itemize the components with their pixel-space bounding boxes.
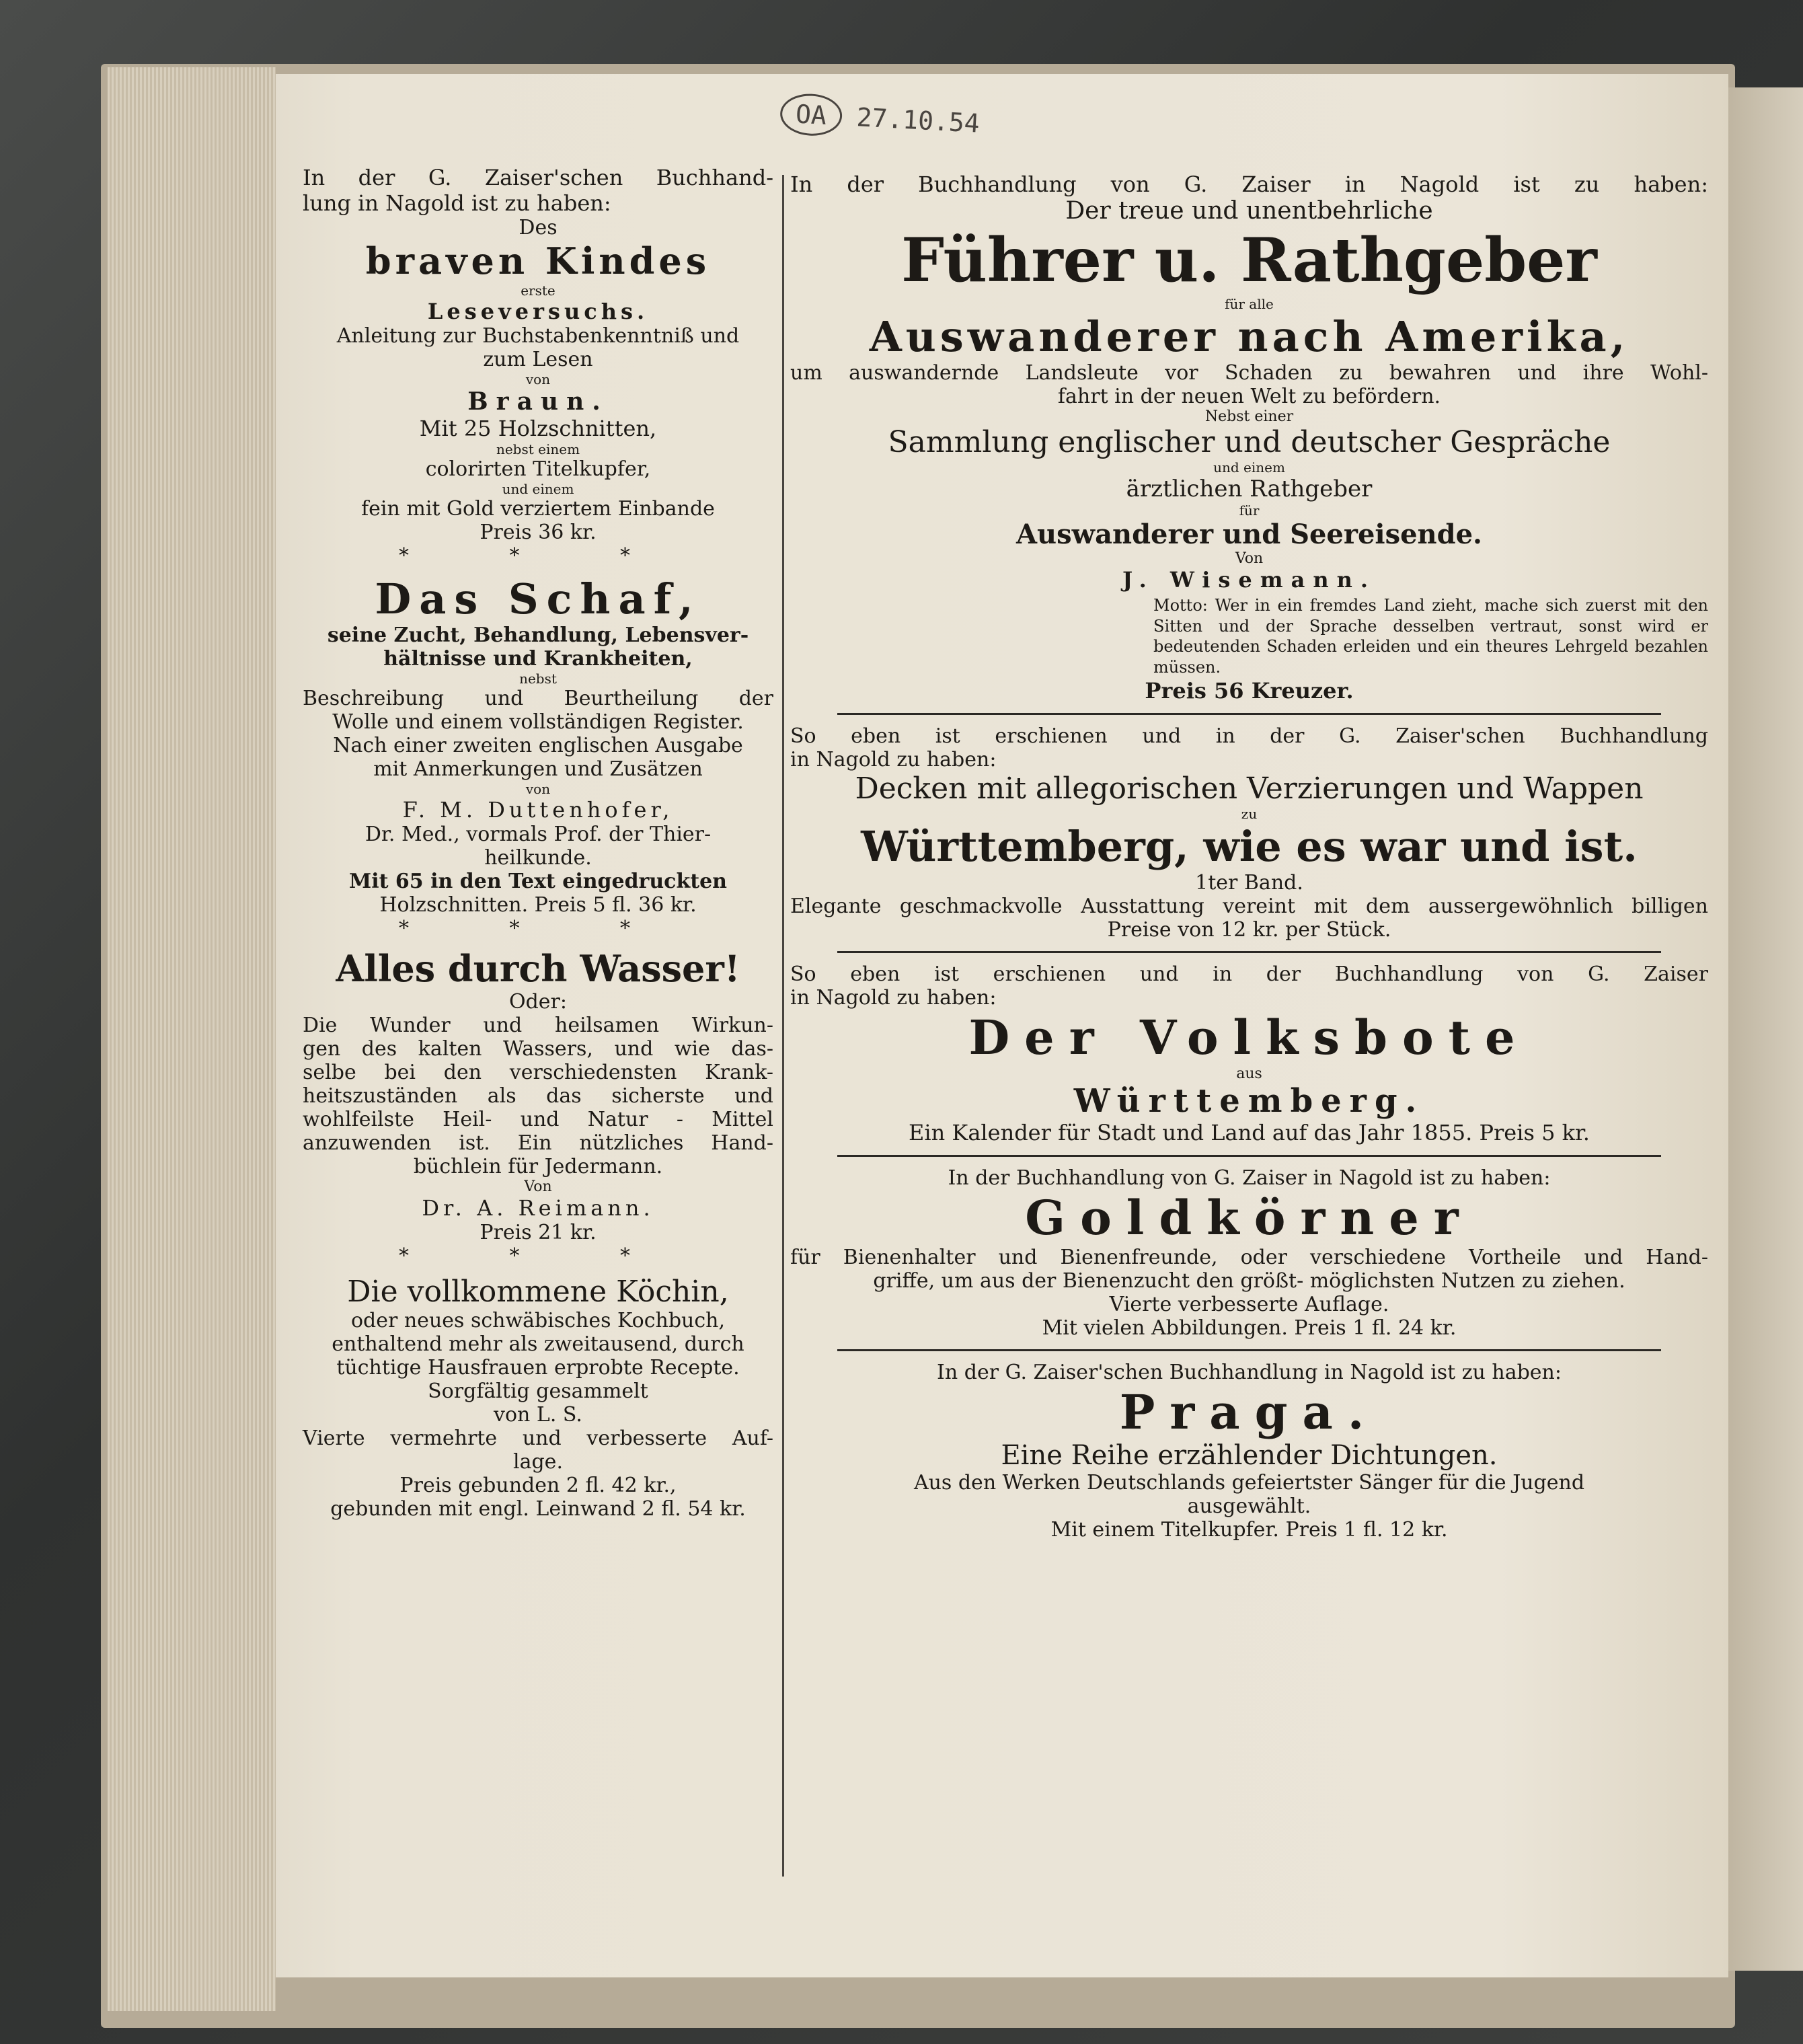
right-column <box>790 172 1708 1542</box>
ad-text: anzuwenden ist. Ein nützliches Hand- <box>303 1131 773 1155</box>
ad-title: Der Volksbote <box>968 1009 1530 1065</box>
horizontal-rule <box>837 713 1661 715</box>
ad-intro: in Nagold zu haben: <box>790 747 997 771</box>
ad-price: Mit einem Titelkupfer. Preis 1 fl. 12 kr. <box>1050 1517 1448 1542</box>
ad-text: fein mit Gold verziertem Einbande <box>361 497 715 521</box>
ad-text: 1ter Band. <box>1195 870 1303 895</box>
ad-text: für alle <box>1225 296 1274 312</box>
next-page-edge <box>1728 87 1803 1971</box>
ad-praga <box>790 1361 1708 1542</box>
star-separator: * * * <box>398 917 678 940</box>
ad-das-schaf <box>303 574 773 940</box>
ad-text: von <box>525 371 551 387</box>
ad-text: Nebst einer <box>1204 408 1294 425</box>
left-column <box>303 165 773 1521</box>
ad-price: Preis 21 kr. <box>479 1221 597 1244</box>
ad-text: Beschreibung und Beurtheilung der <box>303 687 773 710</box>
ad-volksbote <box>790 962 1708 1145</box>
ad-text: Mit 65 in den Text eingedruckten <box>349 870 727 893</box>
ad-intro: So eben ist erschienen und in der Buchhandlung von G. Zaiser <box>790 962 1708 986</box>
ad-price: gebunden mit engl. Leinwand 2 fl. 54 kr. <box>330 1497 746 1521</box>
ad-text: enthaltend mehr als zweitausend, durch <box>332 1332 744 1356</box>
horizontal-rule <box>837 1155 1661 1157</box>
star-separator: * * * <box>398 544 678 568</box>
ad-text: Nach einer zweiten englischen Ausgabe <box>333 734 743 757</box>
ad-title: Goldkörner <box>1025 1189 1473 1246</box>
ad-text: seine Zucht, Behandlung, Lebensver- <box>327 623 749 647</box>
ad-price: Holzschnitten. Preis 5 fl. 36 kr. <box>379 893 697 917</box>
ad-subtitle: Eine Reihe erzählender Dichtungen. <box>1001 1439 1498 1471</box>
ad-text: wohlfeilste Heil- und Natur - Mittel <box>303 1108 773 1131</box>
ad-text: zu <box>1241 805 1258 822</box>
star-separator: * * * <box>398 1244 678 1268</box>
handwritten-circled-mark: OA <box>779 92 843 137</box>
ad-author: Dr. A. Reimann. <box>422 1195 654 1221</box>
ad-text: fahrt in der neuen Welt zu befördern. <box>1057 385 1441 408</box>
ad-price: Preis gebunden 2 fl. 42 kr., <box>399 1474 677 1497</box>
ad-title: Praga. <box>1119 1384 1379 1440</box>
ad-text: Dr. Med., vormals Prof. der Thier- <box>365 823 712 846</box>
ad-text: Mit 25 Holzschnitten, <box>419 416 657 441</box>
ad-text: Der treue und unentbehrliche <box>1065 197 1433 225</box>
ad-intro: In der G. Zaiser'schen Buchhand- <box>303 165 773 190</box>
ad-title: Württemberg, wie es war und ist. <box>861 821 1638 871</box>
ad-title: Alles durch Wasser! <box>336 947 740 990</box>
ad-text: nebst einem <box>496 441 580 457</box>
ad-goldkoerner <box>790 1166 1708 1340</box>
ad-intro: in Nagold zu haben: <box>790 985 997 1010</box>
ad-title: Das Schaf, <box>375 574 701 623</box>
ad-subtitle: Auswanderer und Seereisende. <box>1016 519 1482 550</box>
ad-intro: lung in Nagold ist zu haben: <box>303 190 611 216</box>
horizontal-rule <box>837 1349 1661 1351</box>
ad-text: zum Lesen <box>483 348 593 371</box>
ad-text: Wolle und einem vollständigen Register. <box>332 710 744 734</box>
ad-text: ausgewählt. <box>1187 1494 1311 1518</box>
ad-text: um auswandernde Landsleute vor Schaden zu bewahren und ihre Wohl- <box>790 361 1708 385</box>
ad-price: Preis 56 Kreuzer. <box>1145 677 1354 704</box>
ad-text: Vierte verbesserte Auflage. <box>1109 1292 1389 1316</box>
ad-text: Vierte vermehrte und verbesserte Auf- <box>303 1427 773 1450</box>
ad-price: Ein Kalender für Stadt und Land auf das Jahr 1855. Preis 5 kr. <box>909 1119 1590 1145</box>
ad-braven-kindes <box>303 165 773 568</box>
ad-text: und einem <box>1213 459 1285 476</box>
ad-text: heilkunde. <box>484 846 592 870</box>
ad-text: lage. <box>513 1450 563 1474</box>
ad-text: Aus den Werken Deutschlands gefeiertster Sänger für die Jugend <box>913 1470 1585 1494</box>
ad-subtitle: Sammlung englischer und deutscher Gespräche <box>888 425 1611 459</box>
ad-text: und einem <box>502 481 574 497</box>
ad-text: Oder: <box>508 990 567 1014</box>
ad-text: aus <box>1236 1065 1262 1082</box>
ad-author: J. Wisemann. <box>1122 567 1377 593</box>
ad-text: Von <box>524 1178 552 1195</box>
horizontal-rule <box>837 951 1661 953</box>
ad-title: Decken mit allegorischen Verzierungen und Wappen <box>855 771 1644 806</box>
ad-motto: Motto: Wer in ein fremdes Land zieht, mache sich zuerst mit den Sitten und der Sprache desselben vertraut, sonst wird er bedeutenden Schaden erleiden und ein theures Lehrgeld bezahlen müssen. <box>1153 596 1708 677</box>
ad-text: Des <box>519 216 558 239</box>
ad-text: Anleitung zur Buchstabenkenntniß und <box>336 324 740 348</box>
ad-title: Führer u. Rathgeber <box>901 225 1597 296</box>
ad-text: hältnisse und Krankheiten, <box>383 647 693 671</box>
ad-price: Mit vielen Abbildungen. Preis 1 fl. 24 kr. <box>1042 1316 1457 1340</box>
ad-intro: In der G. Zaiser'schen Buchhandlung in Nagold ist zu haben: <box>937 1360 1562 1384</box>
ad-text: tüchtige Hausfrauen erprobte Recepte. <box>336 1356 740 1379</box>
ad-text: oder neues schwäbisches Kochbuch, <box>350 1309 726 1332</box>
ad-price: Preis 36 kr. <box>479 521 597 544</box>
ad-intro: So eben ist erschienen und in der G. Zaiser'schen Buchhandlung <box>790 724 1708 748</box>
ad-alles-durch-wasser <box>303 947 773 1268</box>
ad-fuehrer-rathgeber <box>790 172 1708 704</box>
ad-text: erste <box>521 282 555 299</box>
ad-text: von <box>525 781 551 797</box>
ad-author: Braun. <box>467 387 609 416</box>
ad-decken-wuerttemberg <box>790 724 1708 942</box>
ad-vollkommene-koechin <box>303 1275 773 1521</box>
ad-intro: In der Buchhandlung von G. Zaiser in Nagold ist zu haben: <box>948 1166 1551 1190</box>
ad-text: Von <box>1235 550 1264 567</box>
ad-text: gen des kalten Wassers, und wie das- <box>303 1037 773 1061</box>
ad-text: Sorgfältig gesammelt <box>428 1379 648 1403</box>
column-divider <box>782 175 784 1877</box>
ad-author: F. M. Duttenhofer, <box>402 797 674 823</box>
ad-subtitle: Auswanderer nach Amerika, <box>869 312 1629 361</box>
ad-text: griffe, um aus der Bienenzucht den größt- möglichsten Nutzen zu ziehen. <box>873 1269 1625 1293</box>
ad-text: von L. S. <box>494 1403 582 1427</box>
ad-text: büchlein für Jedermann. <box>413 1155 663 1178</box>
ad-text: selbe bei den verschiedensten Krank- <box>303 1061 773 1084</box>
ad-text: mit Anmerkungen und Zusätzen <box>373 757 703 781</box>
ad-subtitle: ärztlichen Rathgeber <box>1126 476 1373 502</box>
ad-text: colorirten Titelkupfer, <box>425 457 651 481</box>
ad-price: Preise von 12 kr. per Stück. <box>1107 917 1391 942</box>
ad-intro: In der Buchhandlung von G. Zaiser in Nagold ist zu haben: <box>790 172 1708 197</box>
ad-subtitle: Württemberg. <box>1073 1082 1425 1120</box>
ad-text: nebst <box>519 671 557 687</box>
ad-title: braven Kindes <box>365 239 711 282</box>
ad-title: Die vollkommene Köchin, <box>347 1275 729 1309</box>
ad-subtitle: Leseversuchs. <box>427 299 649 324</box>
ad-text: für <box>1239 502 1260 519</box>
ad-text: heitszuständen als das sicherste und <box>303 1084 773 1108</box>
ad-text: Elegante geschmackvolle Ausstattung vereint mit dem aussergewöhnlich billigen <box>790 894 1708 918</box>
ad-text: Die Wunder und heilsamen Wirkun- <box>303 1014 773 1037</box>
page-edges <box>108 67 276 2011</box>
handwritten-date: 27.10.54 <box>855 102 981 139</box>
ad-text: für Bienenhalter und Bienenfreunde, oder verschiedene Vortheile und Hand- <box>790 1245 1708 1269</box>
